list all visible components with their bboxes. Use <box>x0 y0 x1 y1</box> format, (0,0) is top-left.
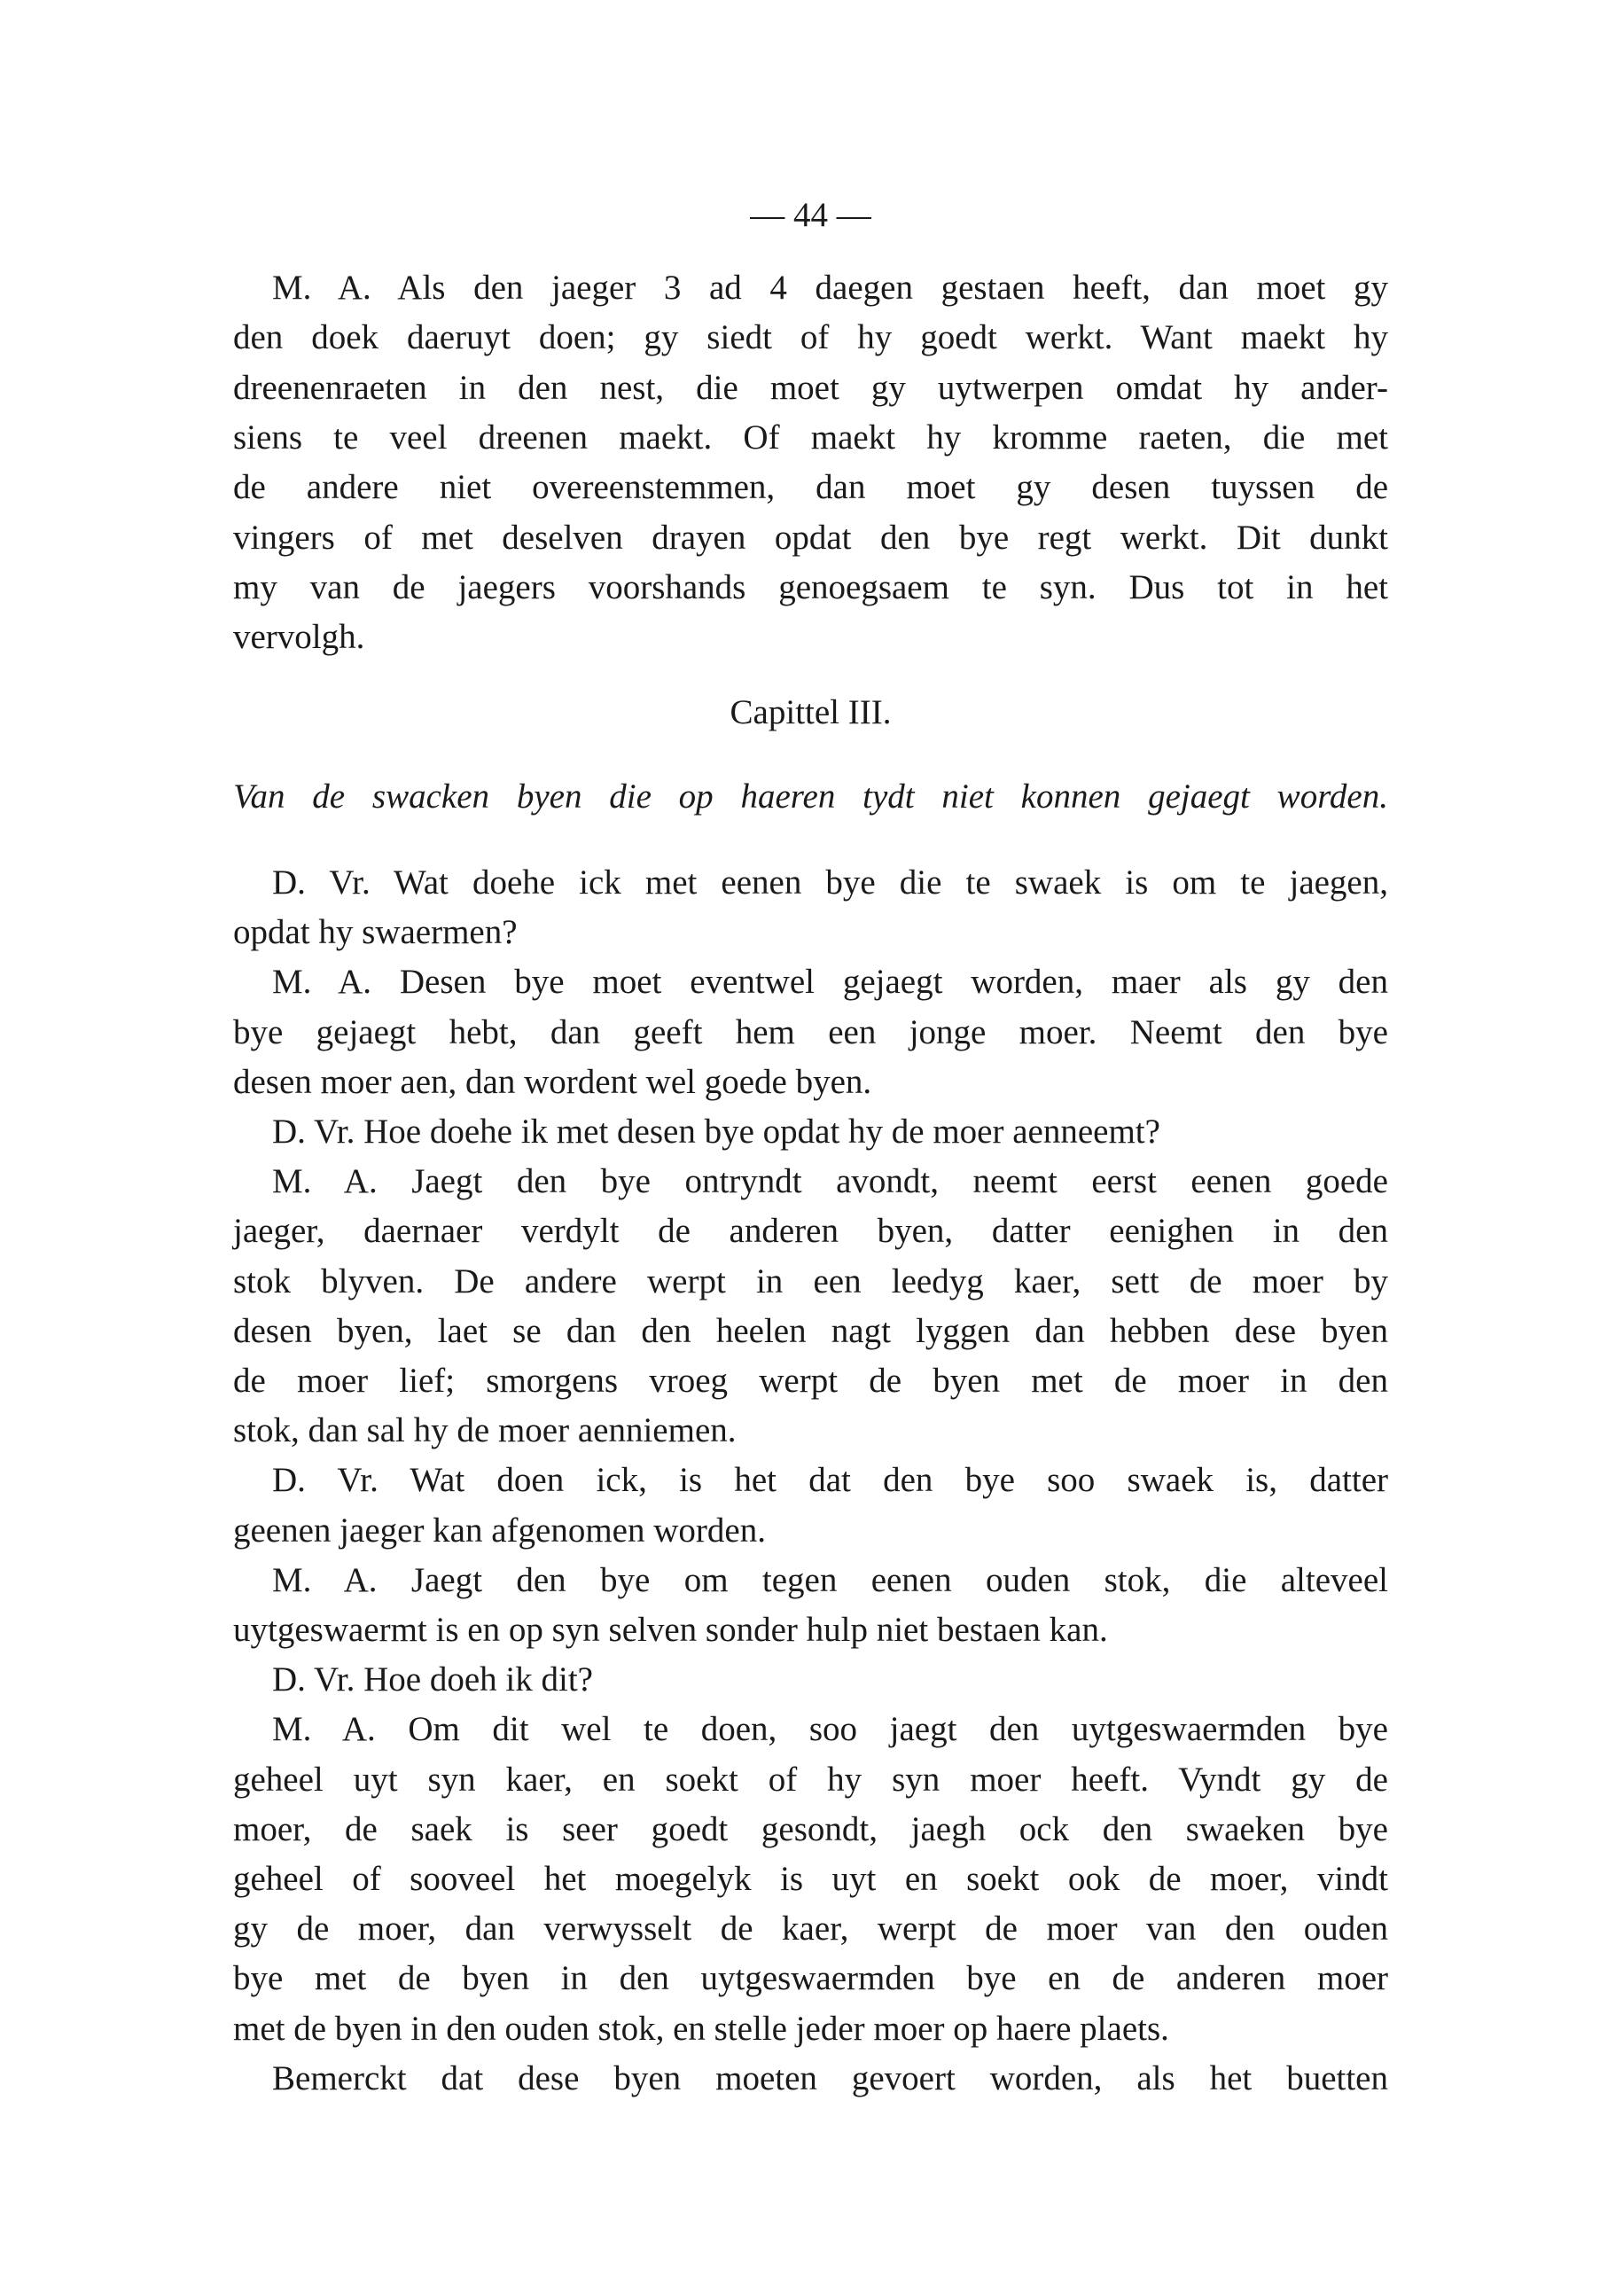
text-line: M. A. Om dit wel te doen, soo jaegt den uytgeswaermden bye <box>272 1710 1388 1749</box>
chapter-heading: Capittel III. <box>730 693 892 731</box>
text-line: desen byen, laet se dan den heelen nagt lyggen dan hebben dese byen <box>233 1311 1388 1350</box>
text-line: geheel of sooveel het moegelyk is uyt en soekt ook de moer, vindt <box>233 1860 1388 1898</box>
text-line: desen moer aen, dan wordent wel goede byen. <box>233 1062 872 1101</box>
text-line: vervolgh. <box>233 618 365 657</box>
text-line: de andere niet overeenstemmen, dan moet gy desen tuyssen de <box>233 468 1388 507</box>
text-line: D. Vr. Hoe doehe ik met desen bye opdat hy de moer aenneemt? <box>272 1113 1160 1151</box>
text-line: M. A. Jaegt den bye om tegen eenen ouden stok, die alteveel <box>272 1560 1388 1599</box>
text-line: opdat hy swaermen? <box>233 913 518 952</box>
text-line: D. Vr. Wat doehe ick met eenen bye die te swaek is om te jaegen, <box>272 863 1388 902</box>
text-line: jaeger, daernaer verdylt de anderen byen, datter eenighen in den <box>233 1212 1388 1251</box>
text-line: moer, de saek is seer goedt gesondt, jaegh ock den swaeken bye <box>233 1809 1388 1848</box>
text-line: siens te veel dreenen maekt. Of maekt hy kromme raeten, die met <box>233 418 1388 457</box>
text-line: my van de jaegers voorshands genoegsaem te syn. Dus tot in het <box>233 567 1388 606</box>
text-line: bye gejaegt hebt, dan geeft hem een jonge moer. Neemt den bye <box>233 1012 1388 1051</box>
text-line: D. Vr. Hoe doeh ik dit? <box>272 1660 593 1699</box>
text-line: Bemerckt dat dese byen moeten gevoert worden, als het buetten <box>272 2058 1388 2097</box>
text-line: dreenenraeten in den nest, die moet gy uytwerpen omdat hy ander- <box>233 368 1388 407</box>
text-line: de moer lief; smorgens vroeg werpt de byen met de moer in den <box>233 1362 1388 1400</box>
text-line: bye met de byen in den uytgeswaermden bye en de anderen moer <box>233 1959 1388 1998</box>
text-line: stok blyven. De andere werpt in een leedyg kaer, sett de moer by <box>233 1261 1388 1300</box>
text-line: vingers of met deselven drayen opdat den bye regt werkt. Dit dunkt <box>233 518 1388 557</box>
chapter-subtitle: Van de swacken byen die op haeren tydt niet konnen gejaegt worden. <box>233 777 1388 816</box>
page-number: — 44 — <box>750 196 871 234</box>
text-line: D. Vr. Wat doen ick, is het dat den bye soo swaek is, datter <box>272 1461 1388 1500</box>
text-line: M. A. Jaegt den bye ontryndt avondt, neemt eerst eenen goede <box>272 1162 1388 1201</box>
text-line: stok, dan sal hy de moer aenniemen. <box>233 1411 737 1450</box>
text-line: uytgeswaermt is en op syn selven sonder hulp niet bestaen kan. <box>233 1611 1108 1649</box>
text-line: M. A. Desen bye moet eventwel gejaegt worden, maer als gy den <box>272 963 1388 1002</box>
text-line: met de byen in den ouden stok, en stelle jeder moer op haere plaets. <box>233 2009 1169 2048</box>
text-line: M. A. Als den jaeger 3 ad 4 daegen gestaen heeft, dan moet gy <box>272 269 1388 307</box>
text-line: gy de moer, dan verwysselt de kaer, werpt de moer van den ouden <box>233 1909 1388 1948</box>
text-line: geenen jaeger kan afgenomen worden. <box>233 1511 766 1550</box>
text-line: den doek daeruyt doen; gy siedt of hy goedt werkt. Want maekt hy <box>233 318 1388 357</box>
text-line: geheel uyt syn kaer, en soekt of hy syn moer heeft. Vyndt gy de <box>233 1760 1388 1799</box>
